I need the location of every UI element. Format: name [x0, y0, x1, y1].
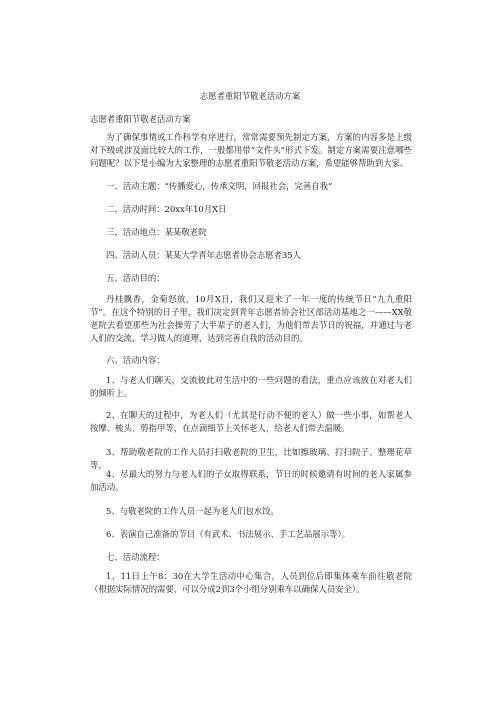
section-location: 三、活动地点：某某敬老院 [106, 227, 207, 237]
section-process-heading: 七、活动流程： [106, 552, 165, 562]
section-participants: 四、活动人员：某某大学青年志愿者协会志愿者35人 [106, 250, 301, 260]
intro-paragraph: 为了确保事情或工作科学有序进行，常常需要预先制定方案，方案的内容多是上级对下级或涉及面比较大的工作，一般都用带“文件头”形式下发。制定方案需要注意哪些问题呢？以下是小编为大家整理的志愿者重阳节敬老活动方案，希望能够帮助到大家。 [90, 132, 412, 168]
purpose-paragraph: 丹桂飘香，金菊怒放，10月X日，我们又迎来了一年一度的传统节日“九九重阳节”。在这个特别的日子里，我们决定到青年志愿者协会社区部活动基地之一——XX敬老院去看望那些为社会操劳了大半辈子的老人们，为他们带去节日的祝福，并通过与老人们的交流，学习做人的道理，达到完善自我的活动目的。 [90, 294, 412, 343]
section-time: 二、活动时间：20xx年10月X日 [106, 204, 227, 214]
content-item-6: 6、表演自己准备的节目（有武术、书法展示、手工艺品展示等）。 [106, 529, 351, 539]
section-purpose-heading: 五、活动目的： [106, 273, 165, 283]
content-item-4: 4、尽最大的努力与老人们的子女取得联系，节日的时候邀请有时间的老人家属参加活动。 [90, 469, 412, 492]
content-item-5: 5、与敬老院的工作人员一起为老人们包水饺。 [106, 506, 279, 516]
section-theme: 一、活动主题：“传播爱心，传承文明，回报社会，完善自我” [106, 181, 333, 191]
process-item-1: 1、11日上午8：30在大学生活动中心集合，人员到位后即集体乘车前往敬老院（根据实际情况的需要，可以分成2到3个小组分别乘车以确保人员安全）。 [90, 571, 412, 594]
content-item-2: 2、在聊天的过程中，为老人们（尤其是行动不便的老人）做一些小事，如帮老人按摩、梳头、剪指甲等，在点滴细节上关怀老人，给老人们带去温暖。 [90, 410, 412, 433]
content-item-3: 3、帮助敬老院的工作人员打扫敬老院的卫生，比如擦玻璃、打扫院子、整理花草等。 [90, 447, 412, 470]
subtitle-paragraph: 志愿者重阳节敬老活动方案 [90, 114, 191, 124]
content-item-1: 1、与老人们聊天，交流彼此对生活中的一些问题的看法，重点应该放在对老人们的倾听上。 [90, 375, 412, 398]
document-title: 志愿者重阳节敬老活动方案 [199, 91, 301, 101]
section-content-heading: 六、活动内容： [106, 355, 165, 365]
